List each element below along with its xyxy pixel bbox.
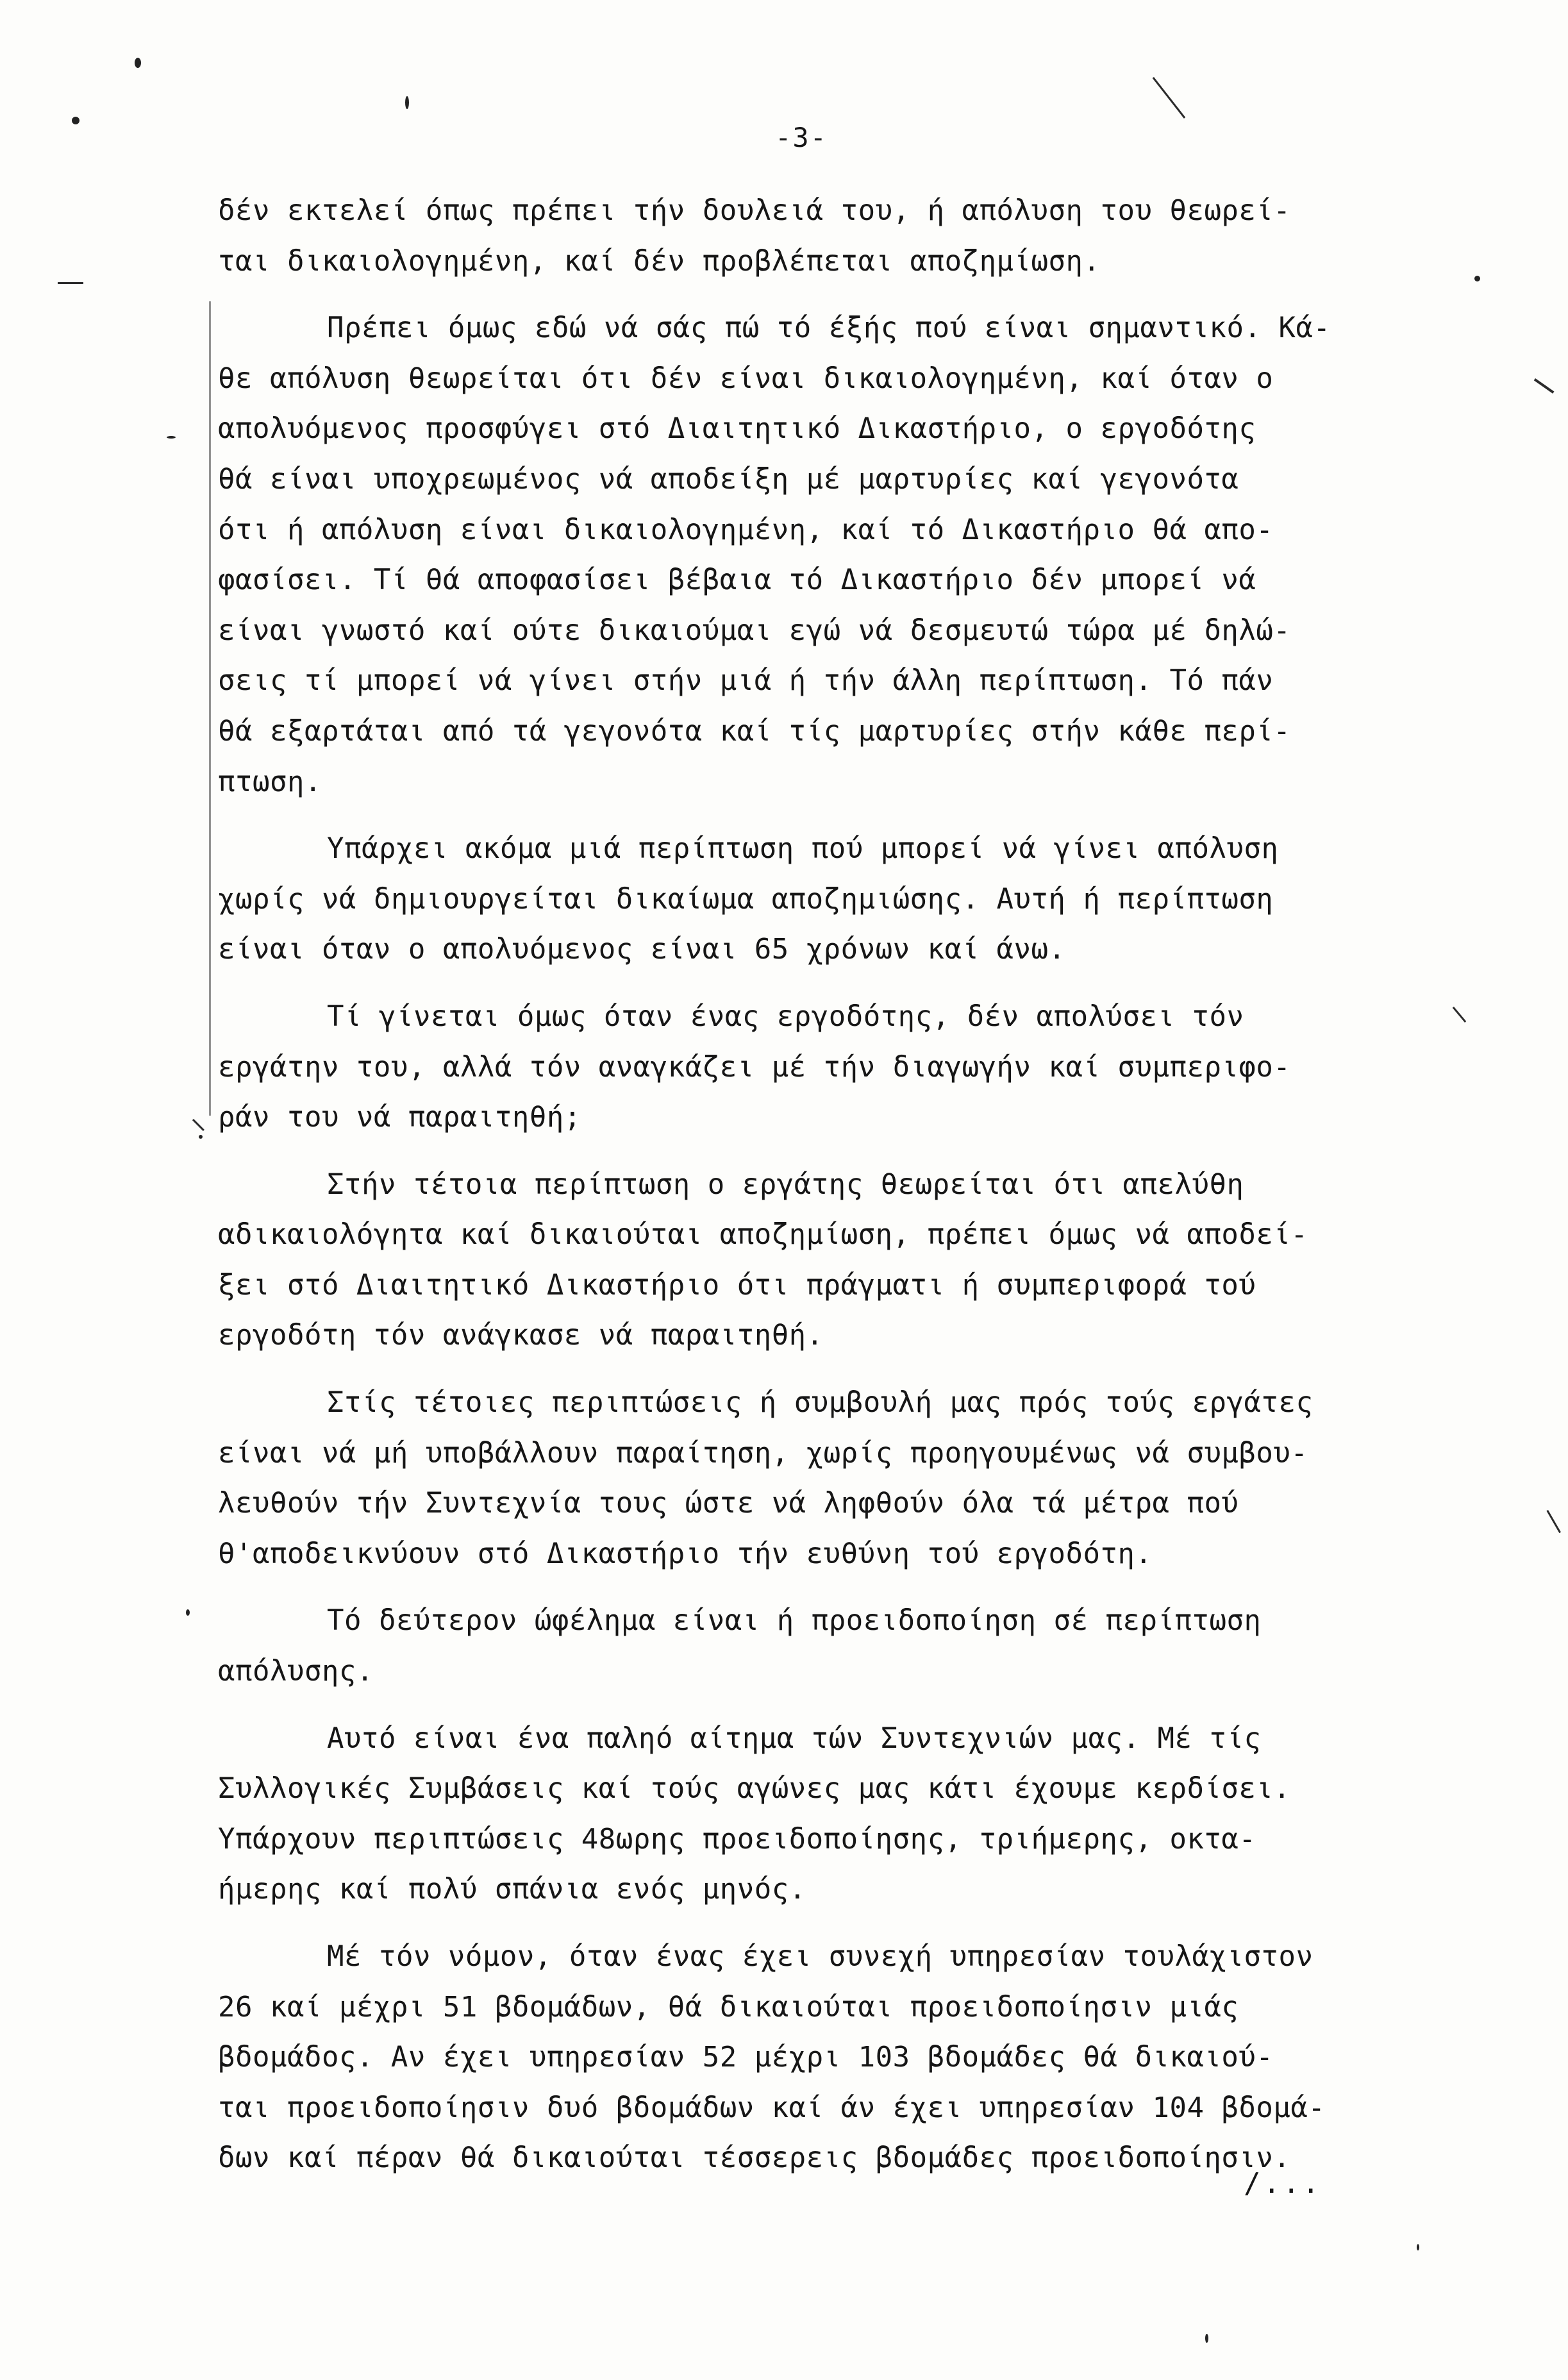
paragraph-8 [218, 1714, 1462, 1915]
text-line: Συλλογικές Συμβάσεις καί τούς αγώνες μας κάτι έχουμε κερδίσει. [218, 1772, 1291, 1806]
text-line: Πρέπει όμως εδώ νά σάς πώ τό έξής πού είναι σημαντικό. Κά- [327, 312, 1331, 345]
scan-speck [167, 436, 176, 439]
text-line: θε απόλυση θεωρείται ότι δέν είναι δικαιολογημένη, καί όταν ο [218, 362, 1274, 395]
text-line: Αυτό είναι ένα παληό αίτημα τών Συντεχνιών μας. Μέ τίς [327, 1722, 1262, 1755]
scan-speck [199, 1135, 203, 1139]
scan-speck [186, 1609, 190, 1616]
scan-speck [1417, 2244, 1419, 2250]
text-line: Τό δεύτερον ώφέλημα είναι ή προειδοποίηση σέ περίπτωση [327, 1604, 1262, 1638]
scan-speck [135, 58, 141, 68]
text-line: Στήν τέτοια περίπτωση ο εργάτης θεωρείται ότι απελύθη [327, 1168, 1244, 1201]
text-line: δων καί πέραν θά δικαιούται τέσσερεις βδομάδες προειδοποίησιν. [218, 2141, 1291, 2175]
text-line: Υπάρχουν περιπτώσεις 48ωρης προειδοποίησης, τριήμερης, οκτα- [218, 1822, 1256, 1856]
text-line: ται δικαιολογημένη, καί δέν προβλέπεται αποζημίωση. [218, 244, 1101, 278]
page-number: -3- [775, 122, 828, 153]
text-line: Τί γίνεται όμως όταν ένας εργοδότης, δέν απολύσει τόν [327, 1000, 1244, 1033]
text-line: ότι ή απόλυση είναι δικαιολογημένη, καί τό Δικαστήριο θά απο- [218, 513, 1274, 546]
text-line: εργάτην του, αλλά τόν αναγκάζει μέ τήν διαγωγήν καί συμπεριφο- [218, 1050, 1291, 1084]
text-line: αδικαιολόγητα καί δικαιούται αποζημίωση, πρέπει όμως νά αποδεί- [218, 1218, 1308, 1252]
text-line: Στίς τέτοιες περιπτώσεις ή συμβουλή μας πρός τούς εργάτες [327, 1386, 1314, 1420]
scan-speck [1474, 276, 1480, 281]
margin-rule-mark [209, 301, 211, 1116]
text-line: θά είναι υποχρεωμένος νά αποδείξη μέ μαρτυρίες καί γεγονότα [218, 462, 1239, 496]
text-line: φασίσει. Τί θά αποφασίσει βέβαια τό Δικαστήριο δέν μπορεί νά [218, 564, 1256, 597]
paragraph-5 [218, 1160, 1462, 1361]
scan-stroke [1153, 77, 1186, 119]
paragraph-6 [218, 1378, 1462, 1579]
scan-stroke [1534, 378, 1555, 394]
text-line: χωρίς νά δημιουργείται δικαίωμα αποζημιώσης. Αυτή ή περίπτωση [218, 882, 1274, 916]
text-line: πτωση. [218, 765, 322, 798]
text-line: απολυόμενος προσφύγει στό Διαιτητικό Δικαστήριο, ο εργοδότης [218, 412, 1256, 446]
text-line: Υπάρχει ακόμα μιά περίπτωση πού μπορεί νά γίνει απόλυση [327, 832, 1279, 866]
text-line: είναι νά μή υποβάλλουν παραίτηση, χωρίς προηγουμένως νά συμβου- [218, 1436, 1308, 1470]
paragraph-7 [218, 1596, 1462, 1697]
text-line: λευθούν τήν Συντεχνία τους ώστε νά ληφθούν όλα τά μέτρα πού [218, 1487, 1239, 1520]
text-line: Μέ τόν νόμον, όταν ένας έχει συνεχή υπηρεσίαν τουλάχιστον [327, 1940, 1314, 1973]
paragraph-4 [218, 992, 1462, 1143]
text-line: θ'αποδεικνύουν στό Δικαστήριο τήν ευθύνη τού εργοδότη. [218, 1537, 1153, 1570]
text-line: ράν του νά παραιτηθή; [218, 1101, 581, 1134]
text-line: ξει στό Διαιτητικό Δικαστήριο ότι πράγματι ή συμπεριφορά τού [218, 1268, 1256, 1302]
paragraph-2 [218, 303, 1462, 807]
scan-speck [72, 117, 79, 124]
text-line: ται προειδοποίησιν δυό βδομάδων καί άν έχει υπηρεσίαν 104 βδομά- [218, 2091, 1326, 2124]
scan-speck [405, 96, 409, 109]
text-line: είναι γνωστό καί ούτε δικαιούμαι εγώ νά δεσμευτώ τώρα μέ δηλώ- [218, 614, 1291, 647]
scan-stroke [58, 282, 83, 284]
scan-speck [1205, 2334, 1208, 2343]
text-line: θά εξαρτάται από τά γεγονότα καί τίς μαρτυρίες στήν κάθε περί- [218, 714, 1291, 748]
text-line: εργοδότη τόν ανάγκασε νά παραιτηθή. [218, 1319, 824, 1352]
text-line: είναι όταν ο απολυόμενος είναι 65 χρόνων καί άνω. [218, 933, 1066, 966]
text-line: 26 καί μέχρι 51 βδομάδων, θά δικαιούται προειδοποίησιν μιάς [218, 1990, 1239, 2024]
paragraph-1 [218, 186, 1462, 287]
paragraph-3 [218, 824, 1462, 975]
scan-stroke [1546, 1510, 1561, 1533]
paragraph-9 [218, 1932, 1462, 2184]
text-line: δέν εκτελεί όπως πρέπει τήν δουλειά του, ή απόλυση του θεωρεί- [218, 194, 1291, 227]
text-line: ήμερης καί πολύ σπάνια ενός μηνός. [218, 1873, 806, 1906]
document-body [218, 186, 1462, 2200]
continuation-mark: /... [1244, 2167, 1322, 2200]
text-line: βδομάδος. Αν έχει υπηρεσίαν 52 μέχρι 103 βδομάδες θά δικαιού- [218, 2041, 1274, 2074]
text-line: σεις τί μπορεί νά γίνει στήν μιά ή τήν άλλη περίπτωση. Τό πάν [218, 664, 1274, 698]
scan-stroke [192, 1119, 204, 1131]
text-line: απόλυσης. [218, 1655, 374, 1688]
